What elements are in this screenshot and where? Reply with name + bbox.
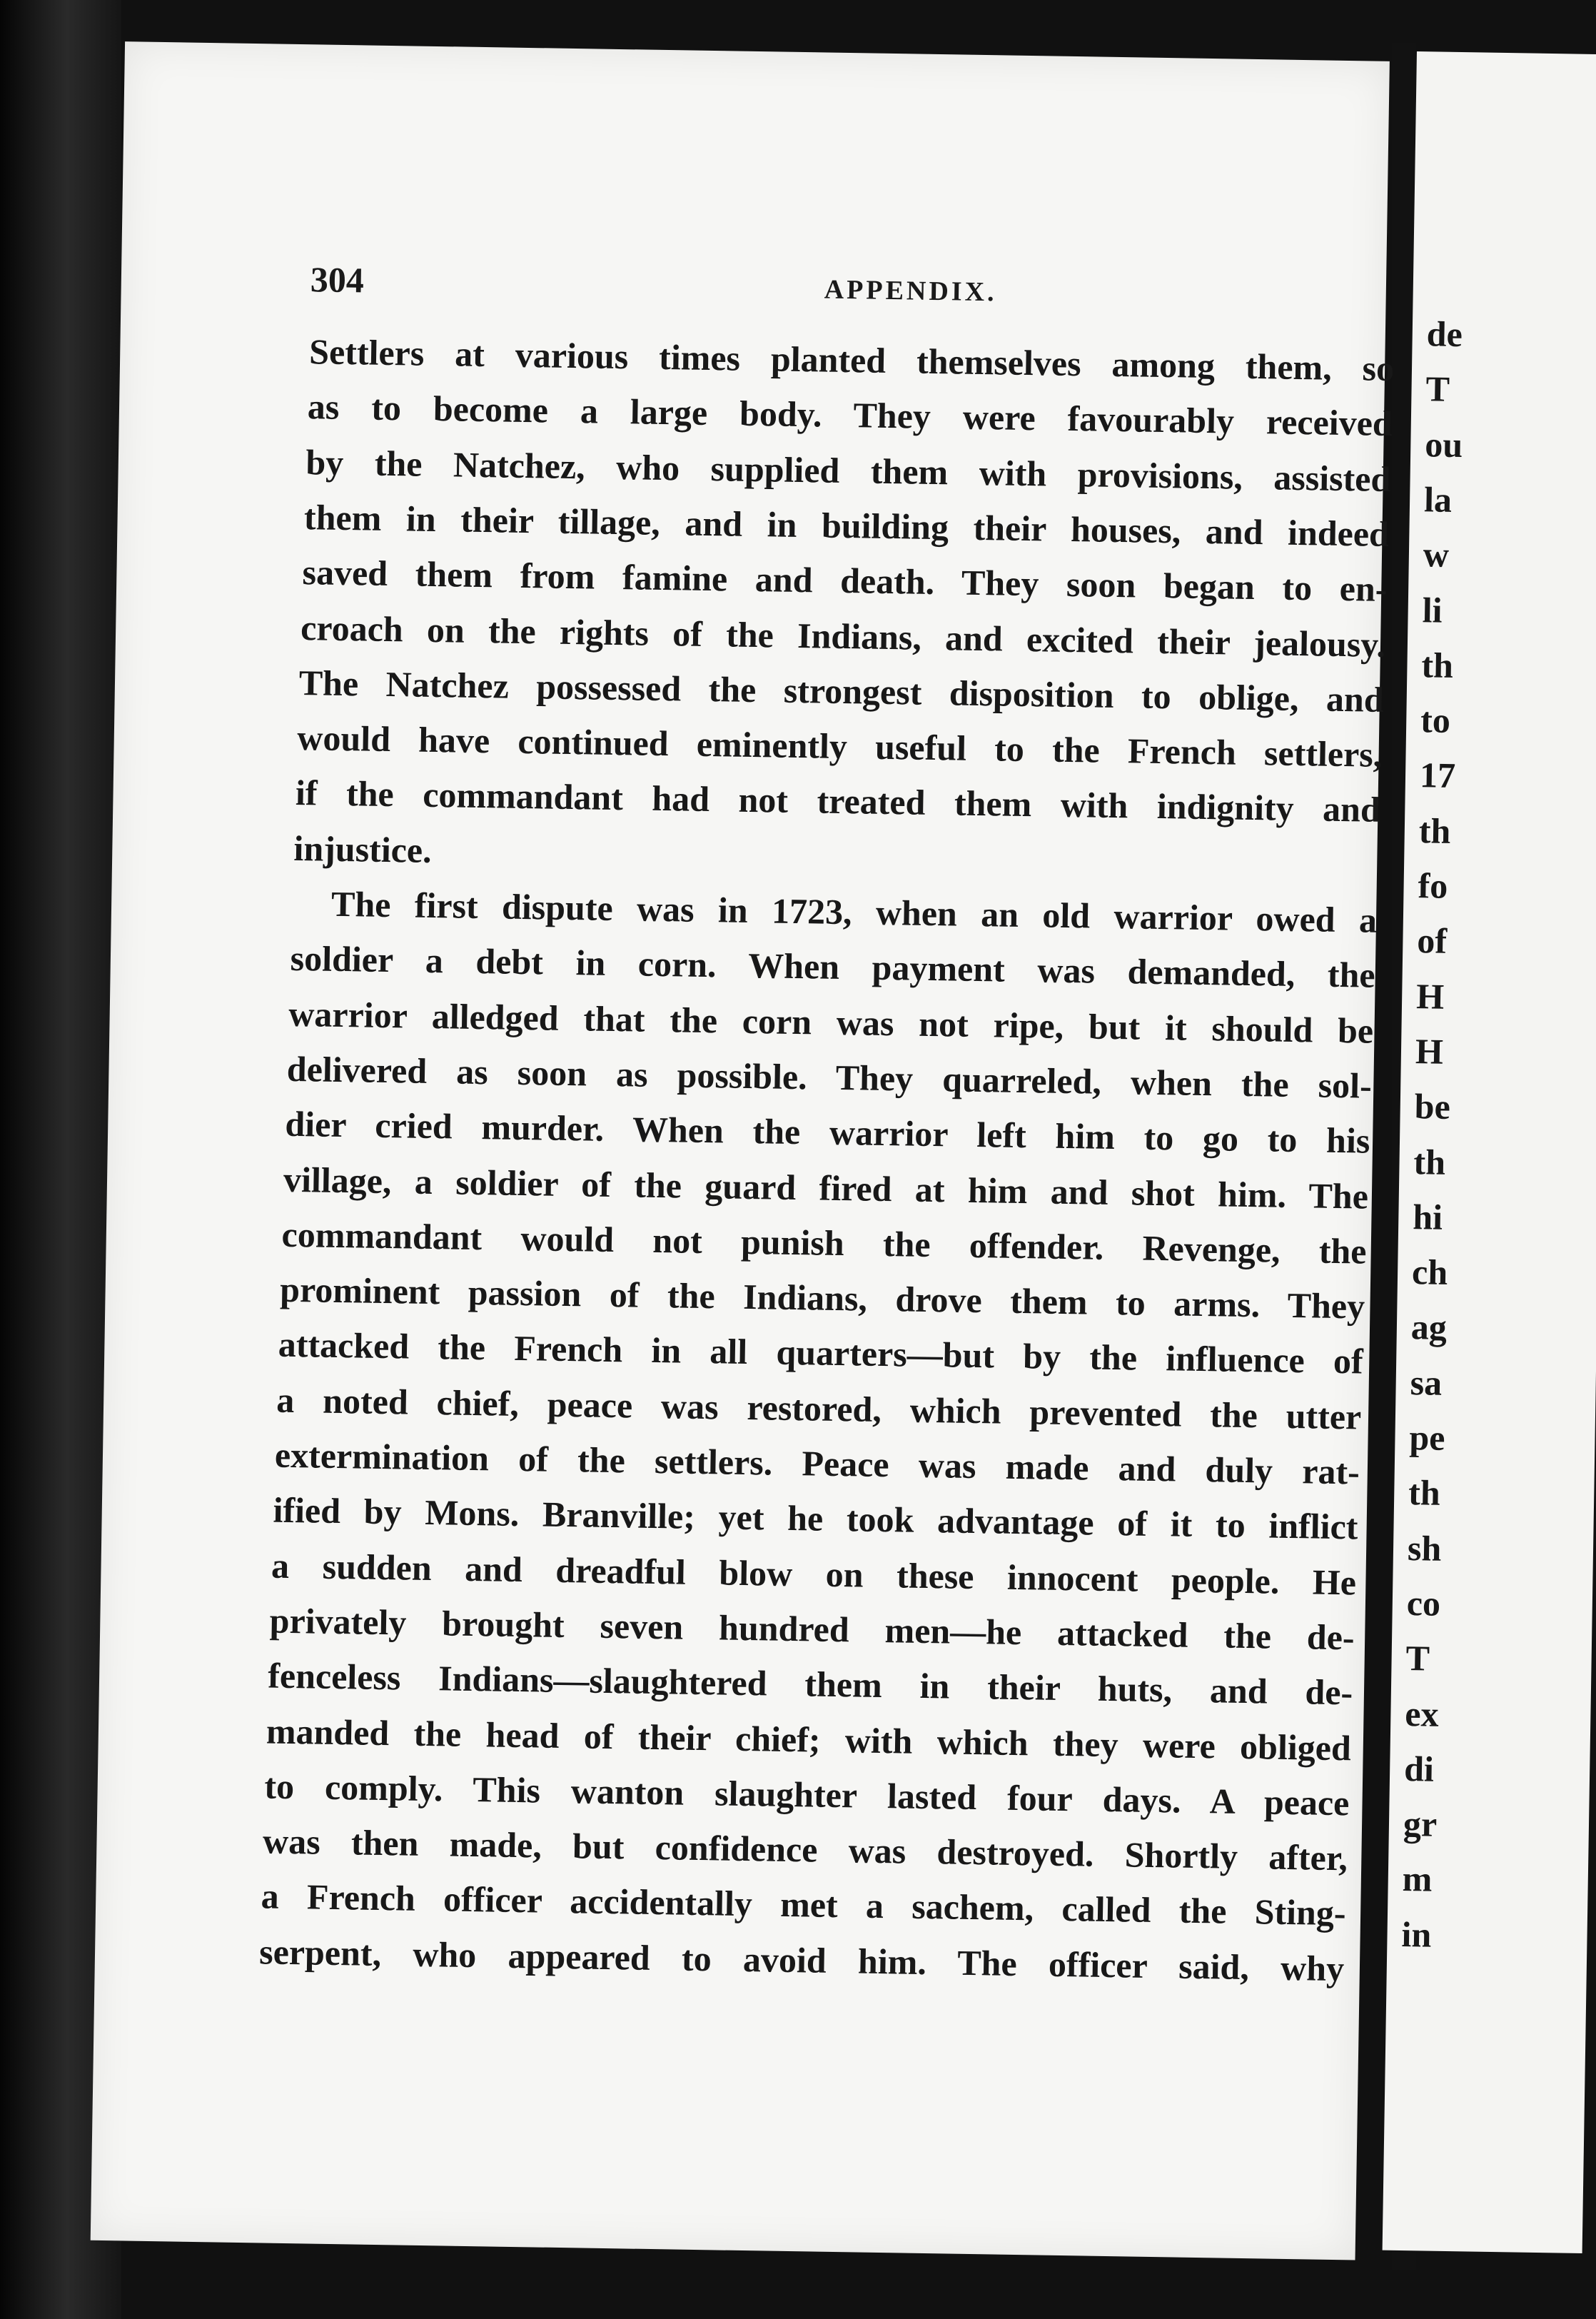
text-line: a noted chief, peace was restored, which prevented the utter	[276, 1379, 1362, 1437]
text-line: dier cried murder. When the warrior left him to go to his	[285, 1103, 1370, 1161]
text-line: soldier a debt in corn. When payment was demanded, the	[290, 938, 1376, 996]
facing-page-fragment: to	[1420, 700, 1451, 740]
book-page-right	[1383, 51, 1596, 2253]
facing-page-fragment: di	[1403, 1748, 1435, 1789]
text-line: The first dispute was in 1723, when an old warrior owed a	[330, 883, 1378, 940]
facing-page-fragment: de	[1426, 313, 1463, 355]
facing-page-fragment: of	[1416, 920, 1448, 962]
facing-page-fragment: la	[1423, 479, 1453, 520]
facing-page-fragment: pe	[1409, 1417, 1445, 1458]
facing-page-fragment: in	[1401, 1913, 1432, 1955]
text-line: delivered as soon as possible. They quarreled, when the sol-	[286, 1048, 1373, 1106]
facing-page-fragment: th	[1421, 645, 1454, 685]
text-line: village, a soldier of the guard fired at him and shot him. The	[283, 1159, 1369, 1217]
text-line: attacked the French in all quarters—but by the influence of	[278, 1324, 1364, 1382]
text-line: injustice.	[293, 828, 433, 870]
facing-page-fragment: hi	[1412, 1196, 1443, 1237]
facing-page-fragment: 17	[1419, 755, 1456, 796]
text-line: extermination of the settlers. Peace was made and duly rat-	[274, 1434, 1360, 1492]
facing-page-fragment: m	[1402, 1858, 1433, 1900]
text-line: them in their tillage, and in building their houses, and indeed	[303, 497, 1390, 554]
facing-page-fragment: be	[1414, 1086, 1451, 1127]
facing-page-fragment: gr	[1403, 1804, 1438, 1844]
page-header	[310, 258, 1381, 333]
facing-page-fragment: sa	[1410, 1362, 1443, 1403]
facing-page-fragment: co	[1406, 1582, 1441, 1624]
book-page-left	[91, 41, 1395, 2260]
page-number: 304	[310, 259, 365, 301]
facing-page-fragment: ou	[1424, 423, 1463, 465]
text-line: was then made, but confidence was destroyed. Shortly after,	[262, 1821, 1348, 1878]
text-line: a French officer accidentally met a sachem, called the Sting-	[261, 1876, 1346, 1933]
text-line: The Natchez possessed the strongest disposition to oblige, and	[298, 662, 1385, 720]
facing-page-fragment: sh	[1407, 1527, 1442, 1569]
facing-page-fragment: H	[1415, 975, 1445, 1017]
text-line: serpent, who appeared to avoid him. The officer said, why	[258, 1931, 1345, 1988]
facing-page-fragment: th	[1418, 810, 1451, 851]
facing-page-fragment: th	[1413, 1141, 1446, 1182]
text-line: privately brought seven hundred men—he attacked the de-	[269, 1600, 1355, 1658]
facing-page-fragment: H	[1415, 1031, 1444, 1072]
text-line: fenceless Indians—slaughtered them in their huts, and de-	[267, 1655, 1353, 1713]
facing-page-fragment: T	[1405, 1638, 1430, 1679]
facing-page-fragment: ag	[1410, 1307, 1448, 1348]
text-line: if the commandant had not treated them with indignity and	[295, 773, 1381, 830]
text-line: as to become a large body. They were favourably received	[307, 386, 1393, 444]
facing-page-fragment: th	[1408, 1472, 1441, 1514]
text-line: prominent passion of the Indians, drove them to arms. They	[279, 1269, 1365, 1327]
facing-page-fragment: w	[1423, 534, 1450, 575]
text-line: saved them from famine and death. They soon began to en-	[302, 552, 1388, 610]
text-line: commandant would not punish the offender. Revenge, the	[281, 1214, 1367, 1272]
facing-page-fragment: ex	[1404, 1693, 1440, 1734]
text-line: a sudden and dreadful blow on these innocent people. He	[271, 1545, 1357, 1603]
text-line: warrior alledged that the corn was not ripe, but it should be	[288, 993, 1374, 1051]
facing-page-fragment: li	[1422, 589, 1443, 630]
text-line: would have continued eminently useful to the French settlers,	[296, 718, 1383, 775]
text-line: manded the head of their chief; with which they were obliged	[266, 1710, 1352, 1768]
facing-page-fragment: T	[1425, 368, 1450, 410]
text-line: Settlers at various times planted themselves among them, so	[308, 331, 1395, 389]
running-head: APPENDIX.	[824, 274, 997, 308]
text-line: ified by Mons. Branville; yet he took advantage of it to inflict	[273, 1489, 1358, 1547]
facing-page-fragment: ch	[1411, 1252, 1448, 1292]
text-line: croach on the rights of the Indians, and excited their jealousy.	[300, 607, 1386, 665]
text-line: by the Natchez, who supplied them with provisions, assisted	[305, 441, 1391, 499]
text-line: to comply. This wanton slaughter lasted four days. A peace	[264, 1766, 1350, 1823]
facing-page-fragment: fo	[1418, 865, 1448, 906]
